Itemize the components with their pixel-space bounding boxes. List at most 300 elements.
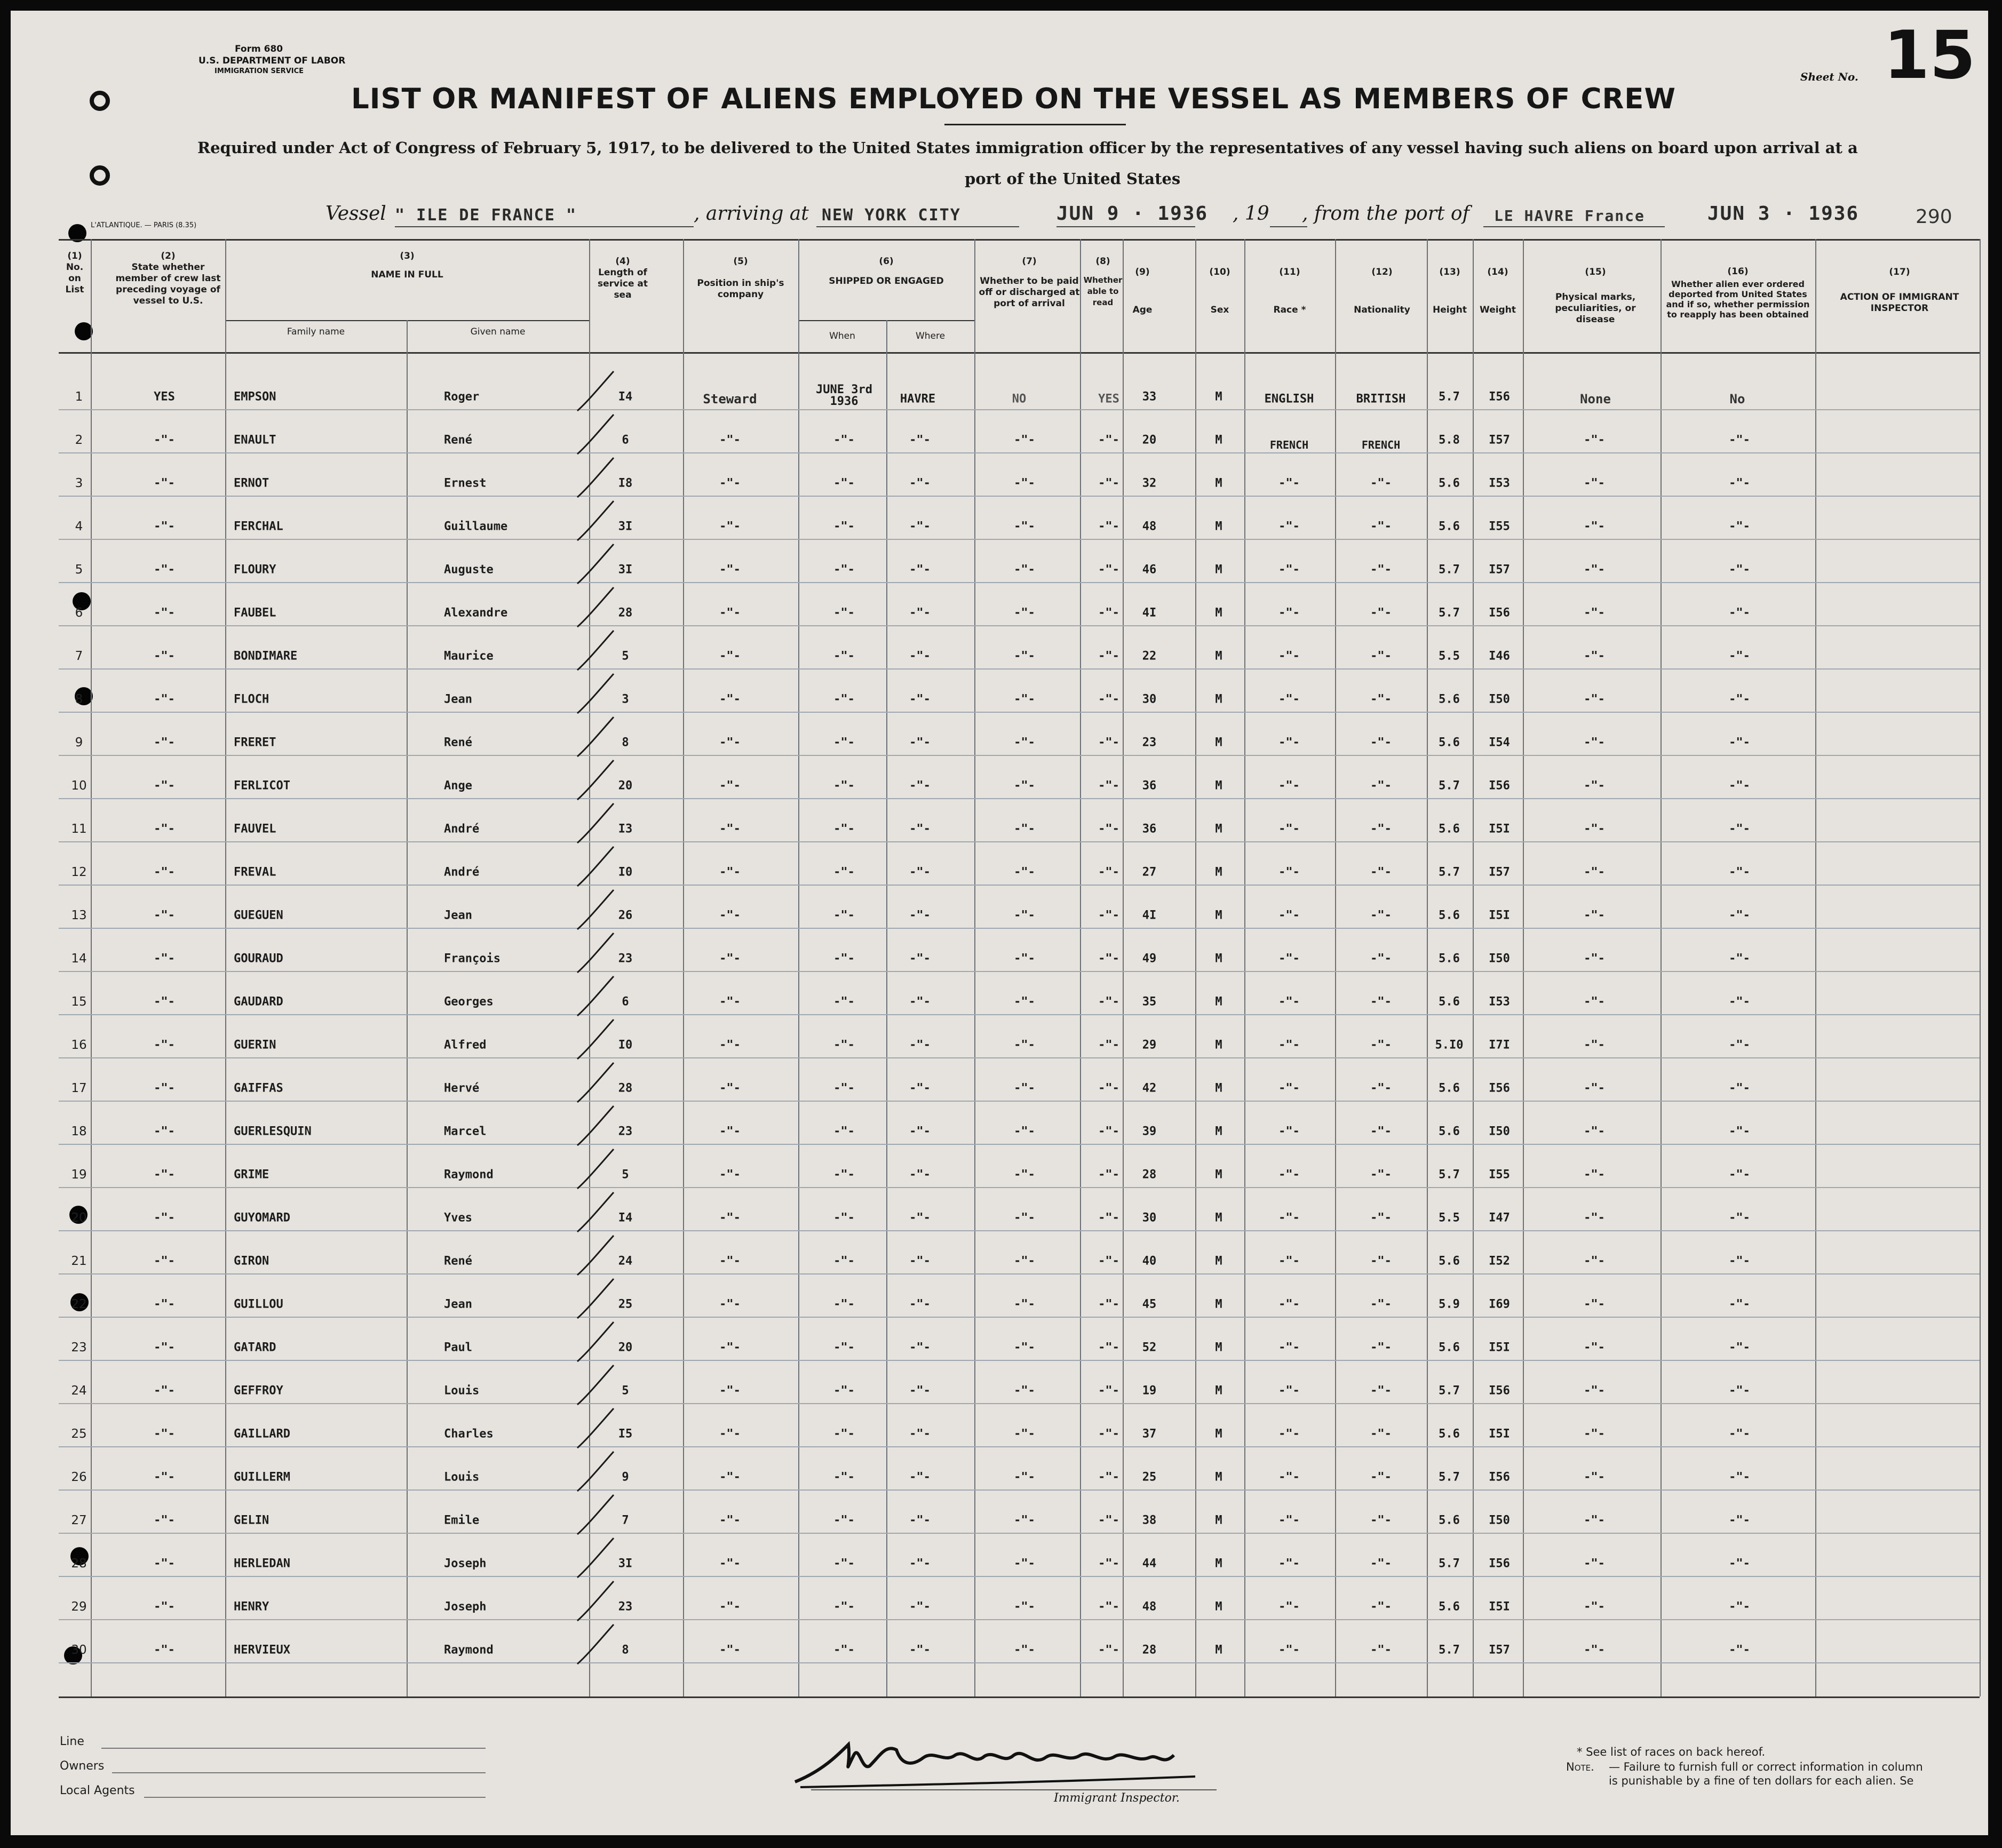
family-name: FERLICOT (234, 779, 290, 793)
paidoff-ditto: -"- (1014, 1384, 1035, 1398)
service-checkmark (577, 1279, 614, 1318)
race-ditto: -"- (1278, 520, 1300, 533)
deported-ditto: -"- (1729, 1297, 1750, 1311)
previous-voyage: -"- (154, 1643, 175, 1657)
previous-voyage: -"- (154, 1514, 175, 1527)
service-checkmark (577, 1538, 614, 1578)
footer-agents-rule (144, 1797, 486, 1798)
weight: I5I (1489, 909, 1510, 922)
height: 5.6 (1439, 1125, 1460, 1138)
paidoff-ditto: -"- (1014, 1125, 1035, 1138)
col-8-header: (8) Whether able to read (1083, 256, 1123, 307)
marks-row1: None (1580, 392, 1611, 407)
year-label: , 19 (1233, 203, 1269, 225)
position-ditto: -"- (719, 1038, 741, 1052)
age: 42 (1142, 1081, 1157, 1095)
previous-voyage: -"- (154, 1384, 175, 1398)
position-ditto: -"- (719, 1384, 741, 1398)
col-16-header: (16) Whether alien ever ordered deported from United States and if so, whether permission to reapply has been obtained (1666, 266, 1810, 320)
service-length: I5 (618, 1427, 633, 1441)
sex: M (1215, 520, 1222, 533)
where-ditto: -"- (909, 1211, 931, 1225)
when-ditto: -"- (833, 1254, 855, 1268)
when-ditto: -"- (833, 995, 855, 1009)
nationality-ditto: -"- (1370, 563, 1392, 577)
read-ditto: -"- (1098, 1427, 1119, 1441)
where-ditto: -"- (909, 865, 931, 879)
nationality-ditto: -"- (1370, 1038, 1392, 1052)
row-number: 30 (71, 1643, 87, 1657)
deported-ditto: -"- (1729, 1211, 1750, 1225)
row-number: 24 (71, 1384, 87, 1398)
service-checkmark (577, 544, 614, 584)
previous-voyage: -"- (154, 909, 175, 922)
service-length: 3I (618, 520, 633, 533)
nationality-ditto: -"- (1370, 1297, 1392, 1311)
service-length: 28 (618, 1081, 633, 1095)
where-ditto: -"- (909, 606, 931, 620)
race-ditto: -"- (1278, 1514, 1300, 1527)
row-number: 29 (71, 1600, 87, 1614)
position-ditto: -"- (719, 779, 741, 793)
height: 5.7 (1439, 563, 1460, 577)
when-ditto: -"- (833, 433, 855, 447)
sex: M (1215, 1341, 1222, 1355)
deported-ditto: -"- (1729, 952, 1750, 966)
service-length: 6 (622, 433, 629, 447)
footer-owners-rule (112, 1772, 486, 1773)
deported-ditto: -"- (1729, 1125, 1750, 1138)
marks-ditto: -"- (1584, 1297, 1605, 1311)
deported-ditto: -"- (1729, 1600, 1750, 1614)
height: 5.7 (1439, 1557, 1460, 1571)
weight: I5I (1489, 1427, 1510, 1441)
given-name: Roger (444, 390, 480, 404)
nationality-ditto: -"- (1370, 1470, 1392, 1484)
age: 4I (1142, 909, 1157, 922)
race-ditto: -"- (1278, 909, 1300, 922)
position-ditto: -"- (719, 909, 741, 922)
col-12-header: (12) Nationality (1354, 267, 1410, 315)
previous-voyage: -"- (154, 952, 175, 966)
height: 5.6 (1439, 1600, 1460, 1614)
previous-voyage: -"- (154, 1038, 175, 1052)
given-name: Auguste (444, 563, 494, 577)
age: 28 (1142, 1643, 1157, 1657)
note-text-1: — Failure to furnish full or correct information in column (1609, 1761, 1923, 1773)
previous-voyage: -"- (154, 822, 175, 836)
weight: I55 (1489, 1168, 1510, 1182)
service-checkmark (577, 1624, 614, 1664)
deported-ditto: -"- (1729, 520, 1750, 533)
sex: M (1215, 909, 1222, 922)
service-checkmark (577, 674, 614, 713)
given-name: Alfred (444, 1038, 487, 1052)
position-ditto: -"- (719, 736, 741, 750)
family-name: GUERIN (234, 1038, 276, 1052)
when-ditto: -"- (833, 1427, 855, 1441)
paidoff-ditto: -"- (1014, 1038, 1035, 1052)
race-ditto: -"- (1278, 822, 1300, 836)
position-ditto: -"- (719, 1643, 741, 1657)
position-ditto: -"- (719, 476, 741, 490)
previous-voyage: -"- (154, 1297, 175, 1311)
paidoff-ditto: -"- (1014, 1557, 1035, 1571)
deported-ditto: -"- (1729, 606, 1750, 620)
when-ditto: -"- (833, 1384, 855, 1398)
race-ditto: -"- (1278, 1211, 1300, 1225)
age: 4I (1142, 606, 1157, 620)
weight: I56 (1489, 1557, 1510, 1571)
row-number: 10 (71, 779, 87, 793)
service-checkmark (577, 1019, 614, 1059)
when-ditto: -"- (833, 1297, 855, 1311)
read-ditto: -"- (1098, 952, 1119, 966)
row-number: 1 (75, 390, 83, 404)
race-ditto: -"- (1278, 1600, 1300, 1614)
deported-ditto: -"- (1729, 1514, 1750, 1527)
deported-ditto: -"- (1729, 1384, 1750, 1398)
col-11-header: (11) Race * (1273, 267, 1306, 315)
given-name: André (444, 822, 480, 836)
read-ditto: -"- (1098, 1081, 1119, 1095)
race-ditto: -"- (1278, 1557, 1300, 1571)
position-ditto: -"- (719, 1341, 741, 1355)
family-name: FLOURY (234, 563, 276, 577)
vessel-label: Vessel (325, 203, 386, 225)
service-checkmark (577, 803, 614, 843)
marks-ditto: -"- (1584, 692, 1605, 706)
age: 25 (1142, 1470, 1157, 1484)
where-ditto: -"- (909, 995, 931, 1009)
age: 48 (1142, 520, 1157, 533)
marks-ditto: -"- (1584, 1427, 1605, 1441)
age: 35 (1142, 995, 1157, 1009)
col-14-header: (14) Weight (1480, 267, 1516, 315)
given-name: Jean (444, 692, 472, 706)
deported-ditto: -"- (1729, 433, 1750, 447)
service-length: 5 (622, 649, 629, 663)
row-number: 11 (71, 822, 87, 836)
nationality-ditto: -"- (1370, 1341, 1392, 1355)
given-name: Georges (444, 995, 494, 1009)
service-checkmark (577, 976, 614, 1016)
vessel-name: " ILE DE FRANCE " (395, 206, 577, 225)
deported-ditto: -"- (1729, 736, 1750, 750)
when-ditto: -"- (833, 1125, 855, 1138)
height: 5.6 (1439, 822, 1460, 836)
given-name: René (444, 736, 472, 750)
paidoff-ditto: -"- (1014, 1341, 1035, 1355)
height: 5.7 (1439, 1384, 1460, 1398)
read-ditto: -"- (1098, 1125, 1119, 1138)
row-number: 6 (75, 606, 83, 620)
where-ditto: -"- (909, 692, 931, 706)
footer-line-label: Line (60, 1735, 84, 1748)
service-checkmark (577, 1365, 614, 1405)
paidoff-ditto: -"- (1014, 433, 1035, 447)
race-ditto: -"- (1278, 736, 1300, 750)
previous-voyage: -"- (154, 1600, 175, 1614)
weight: I56 (1489, 1384, 1510, 1398)
row-number: 28 (71, 1557, 87, 1571)
race-row2: FRENCH (1269, 439, 1309, 451)
race-ditto: -"- (1278, 1254, 1300, 1268)
where-ditto: -"- (909, 520, 931, 533)
when-ditto: -"- (833, 909, 855, 922)
read-ditto: -"- (1098, 433, 1119, 447)
height: 5.6 (1439, 476, 1460, 490)
marks-ditto: -"- (1584, 1557, 1605, 1571)
service-length: 3I (618, 563, 633, 577)
family-name: GIRON (234, 1254, 269, 1268)
previous-voyage: -"- (154, 1427, 175, 1441)
deported-ditto: -"- (1729, 563, 1750, 577)
given-name: Emile (444, 1514, 480, 1527)
weight: I57 (1489, 865, 1510, 879)
row-number: 5 (75, 563, 83, 577)
service-length: 9 (622, 1470, 629, 1484)
printer-credit: L'ATLANTIQUE. — PARIS (8.35) (91, 221, 197, 229)
col-7-header: (7) Whether to be paid off or discharged at port of arrival (979, 256, 1080, 309)
marks-ditto: -"- (1584, 1211, 1605, 1225)
row-number: 14 (71, 952, 87, 966)
paidoff-ditto: -"- (1014, 606, 1035, 620)
deported-row1: No (1729, 392, 1745, 407)
position-ditto: -"- (719, 822, 741, 836)
deported-ditto: -"- (1729, 779, 1750, 793)
given-name: Ernest (444, 476, 487, 490)
weight: I5I (1489, 1600, 1510, 1614)
previous-voyage: -"- (154, 995, 175, 1009)
sex: M (1215, 1427, 1222, 1441)
sex: M (1215, 1211, 1222, 1225)
family-name: FAUBEL (234, 606, 276, 620)
arrival-port: NEW YORK CITY (822, 206, 961, 225)
weight: I50 (1489, 1125, 1510, 1138)
family-name: GUILLERM (234, 1470, 290, 1484)
row-number: 16 (71, 1038, 87, 1052)
given-name: Charles (444, 1427, 494, 1441)
previous-voyage: -"- (154, 606, 175, 620)
from-label: , from the port of (1302, 203, 1469, 225)
service-checkmark (577, 933, 614, 973)
col-15-header: (15) Physical marks, peculiarities, or disease (1555, 267, 1636, 325)
paidoff-ditto: -"- (1014, 1211, 1035, 1225)
weight: I53 (1489, 476, 1510, 490)
previous-voyage: -"- (154, 1081, 175, 1095)
service-length: 23 (618, 1125, 633, 1138)
sex: M (1215, 649, 1222, 663)
where-ditto: -"- (909, 563, 931, 577)
nationality-ditto: -"- (1370, 779, 1392, 793)
nationality-ditto: -"- (1370, 1643, 1392, 1657)
height: 5.6 (1439, 1254, 1460, 1268)
age: 48 (1142, 1600, 1157, 1614)
race-ditto: -"- (1278, 779, 1300, 793)
when-ditto: -"- (833, 563, 855, 577)
where-ditto: -"- (909, 1125, 931, 1138)
race-ditto: -"- (1278, 1470, 1300, 1484)
paidoff-ditto: -"- (1014, 692, 1035, 706)
previous-voyage: -"- (154, 1254, 175, 1268)
when-ditto: -"- (833, 952, 855, 966)
read-ditto: -"- (1098, 865, 1119, 879)
age: 22 (1142, 649, 1157, 663)
service-length: 20 (618, 779, 633, 793)
weight: I57 (1489, 1643, 1510, 1657)
deported-ditto: -"- (1729, 865, 1750, 879)
row-number: 15 (71, 995, 87, 1009)
previous-voyage: -"- (154, 649, 175, 663)
sex: M (1215, 995, 1222, 1009)
col-3-header: (3) NAME IN FULL (371, 251, 443, 280)
age: 28 (1142, 1168, 1157, 1182)
sex: M (1215, 390, 1222, 404)
marks-ditto: -"- (1584, 476, 1605, 490)
where-ditto: -"- (909, 1081, 931, 1095)
height: 5.9 (1439, 1297, 1460, 1311)
paidoff-ditto: -"- (1014, 1470, 1035, 1484)
where-ditto: -"- (909, 909, 931, 922)
age: 44 (1142, 1557, 1157, 1571)
height: 5.6 (1439, 692, 1460, 706)
read-ditto: -"- (1098, 520, 1119, 533)
footer-owners-label: Owners (60, 1759, 105, 1773)
when-ditto: -"- (833, 1514, 855, 1527)
service-checkmark (577, 458, 614, 497)
previous-voyage: YES (154, 390, 175, 404)
manifest-number: 290 (1916, 206, 1952, 228)
family-name: GAIFFAS (234, 1081, 283, 1095)
age: 36 (1142, 822, 1157, 836)
race-ditto: -"- (1278, 606, 1300, 620)
position-ditto: -"- (719, 1168, 741, 1182)
service-checkmark (577, 1495, 614, 1534)
race-ditto: -"- (1278, 649, 1300, 663)
family-name: FAUVEL (234, 822, 276, 836)
height: 5.6 (1439, 995, 1460, 1009)
nationality-row2: FRENCH (1361, 439, 1401, 451)
paidoff-ditto: -"- (1014, 520, 1035, 533)
marks-ditto: -"- (1584, 865, 1605, 879)
height: 5.6 (1439, 520, 1460, 533)
sex: M (1215, 1297, 1222, 1311)
row-number: 23 (71, 1341, 87, 1355)
height: 5.6 (1439, 736, 1460, 750)
sheet-number: 15 (1884, 17, 1976, 94)
col-1-header: (1) No. on List (65, 251, 84, 295)
marks-ditto: -"- (1584, 779, 1605, 793)
marks-ditto: -"- (1584, 563, 1605, 577)
deported-ditto: -"- (1729, 1081, 1750, 1095)
service-checkmark (577, 587, 614, 627)
family-name: HERVIEUX (234, 1643, 290, 1657)
form-number: Form 680 (235, 44, 283, 54)
age: 23 (1142, 736, 1157, 750)
service-length: 20 (618, 1341, 633, 1355)
family-name: FERCHAL (234, 520, 283, 533)
nationality-ditto: -"- (1370, 865, 1392, 879)
marks-ditto: -"- (1584, 1125, 1605, 1138)
position-ditto: -"- (719, 1297, 741, 1311)
nationality-ditto: -"- (1370, 1384, 1392, 1398)
where-ditto: -"- (909, 1514, 931, 1527)
read-ditto: -"- (1098, 476, 1119, 490)
height: 5.6 (1439, 1427, 1460, 1441)
where-ditto: -"- (909, 649, 931, 663)
family-name: FRERET (234, 736, 276, 750)
previous-voyage: -"- (154, 736, 175, 750)
given-name: Jean (444, 1297, 472, 1311)
paidoff-ditto: -"- (1014, 909, 1035, 922)
arriving-label: , arriving at (694, 203, 809, 225)
service-checkmark (577, 631, 614, 670)
race-ditto: -"- (1278, 563, 1300, 577)
sex: M (1215, 433, 1222, 447)
marks-ditto: -"- (1584, 736, 1605, 750)
subtitle-line1: Required under Act of Congress of February 5, 1917, to be delivered to the United States immigration officer by the representatives of any vessel having such aliens on board upon arrival at a (197, 139, 1858, 157)
age: 30 (1142, 692, 1157, 706)
paidoff-ditto: -"- (1014, 736, 1035, 750)
deported-ditto: -"- (1729, 995, 1750, 1009)
row-number: 19 (71, 1168, 87, 1182)
given-name: Hervé (444, 1081, 480, 1095)
nationality-row1: BRITISH (1356, 392, 1406, 406)
where-ditto: -"- (909, 736, 931, 750)
marks-ditto: -"- (1584, 1038, 1605, 1052)
col-9-header: (9) Age (1132, 267, 1153, 315)
inspector-rule (811, 1789, 1217, 1790)
row-number: 22 (71, 1297, 87, 1311)
nationality-ditto: -"- (1370, 1211, 1392, 1225)
read-ditto: -"- (1098, 1643, 1119, 1657)
where-ditto: -"- (909, 1643, 931, 1657)
weight: I47 (1489, 1211, 1510, 1225)
sex: M (1215, 1081, 1222, 1095)
given-name: Joseph (444, 1557, 487, 1571)
marks-ditto: -"- (1584, 606, 1605, 620)
height: 5.7 (1439, 1643, 1460, 1657)
age: 49 (1142, 952, 1157, 966)
sex: M (1215, 952, 1222, 966)
height: 5.7 (1439, 390, 1460, 404)
height: 5.I0 (1435, 1038, 1464, 1052)
weight: I50 (1489, 692, 1510, 706)
sex: M (1215, 1557, 1222, 1571)
row-number: 18 (71, 1125, 87, 1138)
paidoff-ditto: -"- (1014, 995, 1035, 1009)
given-name: Raymond (444, 1643, 494, 1657)
service-length: 25 (618, 1297, 633, 1311)
position-ditto: -"- (719, 433, 741, 447)
sex: M (1215, 779, 1222, 793)
deported-ditto: -"- (1729, 1254, 1750, 1268)
marks-ditto: -"- (1584, 1514, 1605, 1527)
deported-ditto: -"- (1729, 909, 1750, 922)
given-name: Guillaume (444, 520, 508, 533)
sex: M (1215, 1125, 1222, 1138)
weight: I56 (1489, 1081, 1510, 1095)
when-ditto: -"- (833, 1600, 855, 1614)
when-ditto: -"- (833, 649, 855, 663)
when-ditto: -"- (833, 1341, 855, 1355)
read-ditto: -"- (1098, 1557, 1119, 1571)
service-length: 5 (622, 1384, 629, 1398)
service-checkmark (577, 1192, 614, 1232)
paidoff-ditto: -"- (1014, 1643, 1035, 1657)
nationality-ditto: -"- (1370, 952, 1392, 966)
